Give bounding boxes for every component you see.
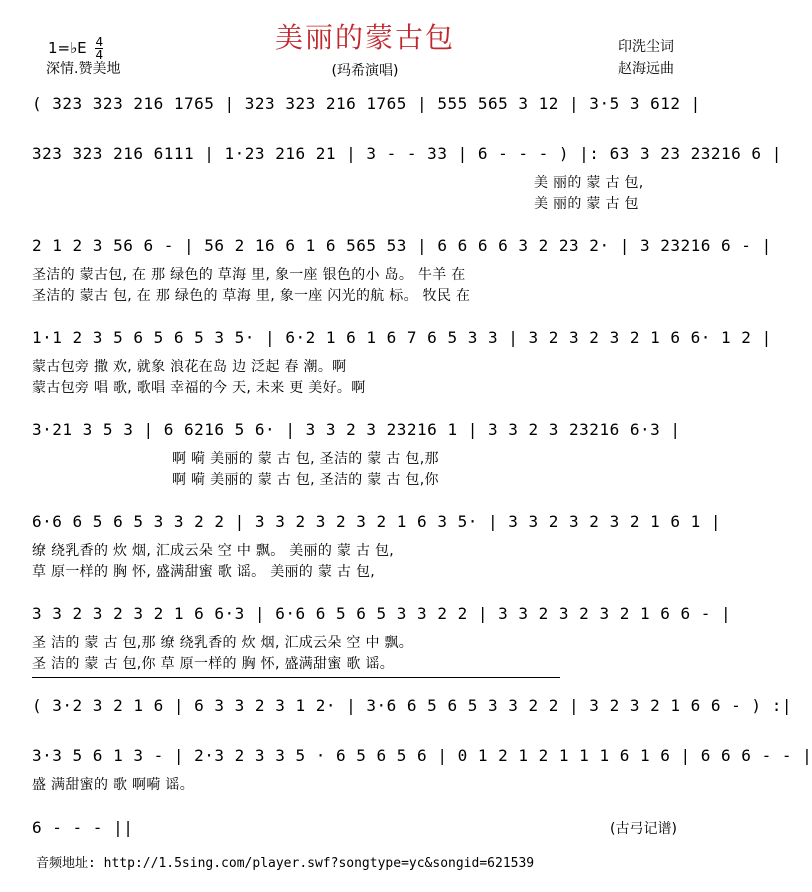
score-row-9-notes: 3·3 5 6 1 3 - | 2·3 2 3 3 5 · 6 5 6 5 6 | 0 1 2 1 2 1 1 1 6 1 6 | 6 6 6 - - | [32, 746, 812, 765]
score-row-7-lyrics-2: 圣 洁的 蒙 古 包,你 草 原一样的 胸 怀, 盛满甜蜜 歌 谣。 [32, 656, 395, 672]
score-row-10-notes: 6 - - - || [32, 818, 134, 837]
score-row-2-lyrics-1: 美 丽的 蒙 古 包, [534, 175, 644, 191]
transcriber-credit: (古弓记谱) [610, 821, 677, 837]
score-row-2-lyrics-2: 美 丽的 蒙 古 包 [534, 196, 639, 212]
score-row-2-notes: 323 323 216 6111 | 1·23 216 21 | 3 - - 33 | 6 - - - ) |: 63 3 23 23216 6 | [32, 144, 782, 163]
score-row-4-lyrics-2: 蒙古包旁 唱 歌, 歌唱 幸福的今 天, 未来 更 美好。啊 [32, 380, 366, 396]
interlude-bracket-line [32, 677, 560, 678]
audio-label: 音频地址: [36, 856, 96, 871]
audio-link[interactable]: http://1.5sing.com/player.swf?songtype=yc&songid=621539 [103, 856, 535, 871]
score-row-3-lyrics-1: 圣洁的 蒙古包, 在 那 绿色的 草海 里, 象一座 银色的小 岛。 牛羊 在 [32, 267, 466, 283]
lyricist-credit: 印洗尘词 [618, 39, 674, 55]
audio-address [36, 852, 534, 871]
score-row-6-lyrics-2: 草 原一样的 胸 怀, 盛满甜蜜 歌 谣。 美丽的 蒙 古 包, [32, 564, 376, 580]
score-row-3-notes: 2 1 2 3 56 6 - | 56 2 16 6 1 6 565 53 | 6 6 6 6 3 2 23 2· | 3 23216 6 - | [32, 236, 772, 255]
score-row-3-lyrics-2: 圣洁的 蒙古 包, 在 那 绿色的 草海 里, 象一座 闪光的航 标。 牧民 在 [32, 288, 471, 304]
score-row-5-notes: 3·21 3 5 3 | 6 6216 5 6· | 3 3 2 3 23216 1 | 3 3 2 3 23216 6·3 | [32, 420, 681, 439]
key-label: 1=♭E [48, 39, 87, 57]
score-row-1-notes: ( 323 323 216 1765 | 323 323 216 1765 | 555 565 3 12 | 3·5 3 612 | [32, 94, 701, 113]
time-bottom: 4 [95, 48, 104, 62]
mood-marking: 深情.赞美地 [46, 61, 121, 77]
score-row-6-lyrics-1: 缭 绕乳香的 炊 烟, 汇成云朵 空 中 飘。 美丽的 蒙 古 包, [32, 543, 395, 559]
score-row-7-notes: 3 3 2 3 2 3 2 1 6 6·3 | 6·6 6 5 6 5 3 3 2 2 | 3 3 2 3 2 3 2 1 6 6 - | [32, 604, 732, 623]
time-top: 4 [95, 35, 104, 49]
score-row-7-lyrics-1: 圣 洁的 蒙 古 包,那 缭 绕乳香的 炊 烟, 汇成云朵 空 中 飘。 [32, 635, 414, 651]
singer-credit: (玛希演唱) [331, 63, 399, 79]
song-title: 美丽的蒙古包 [274, 21, 455, 54]
score-row-5-lyrics-2: 啊 嗬 美丽的 蒙 古 包, 圣洁的 蒙 古 包,你 [172, 472, 439, 488]
score-row-6-notes: 6·6 6 5 6 5 3 3 2 2 | 3 3 2 3 2 3 2 1 6 3 5· | 3 3 2 3 2 3 2 1 6 1 | [32, 512, 722, 531]
score-row-9-lyrics-1: 盛 满甜蜜的 歌 啊嗬 谣。 [32, 777, 194, 793]
score-row-4-lyrics-1: 蒙古包旁 撒 欢, 就象 浪花在岛 边 泛起 春 潮。啊 [32, 359, 347, 375]
score-row-4-notes: 1·1 2 3 5 6 5 6 5 3 5· | 6·2 1 6 1 6 7 6 5 3 3 | 3 2 3 2 3 2 1 6 6· 1 2 | [32, 328, 772, 347]
score-row-5-lyrics-1: 啊 嗬 美丽的 蒙 古 包, 圣洁的 蒙 古 包,那 [172, 451, 439, 467]
composer-credit: 赵海远曲 [618, 61, 674, 77]
score-row-8-notes: ( 3·2 3 2 1 6 | 6 3 3 2 3 1 2· | 3·6 6 5 6 5 3 3 2 2 | 3 2 3 2 1 6 6 - ) :| [32, 696, 792, 715]
